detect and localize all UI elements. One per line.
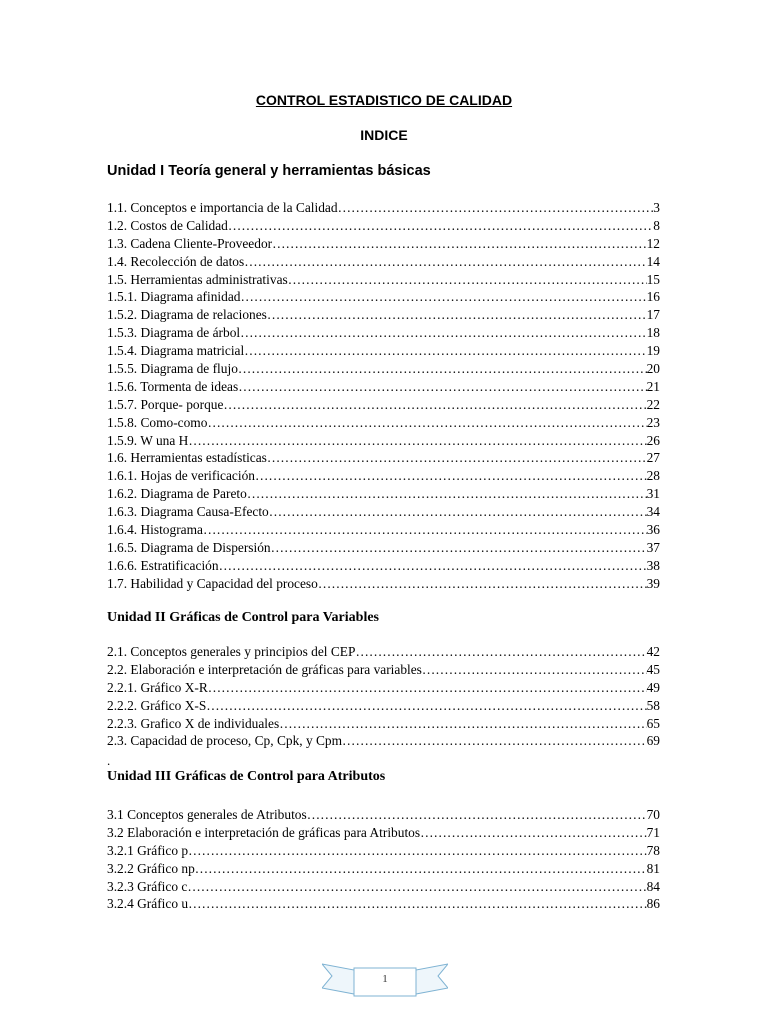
toc-entry xyxy=(107,414,660,432)
toc-entry-page: 34 xyxy=(646,504,660,520)
toc-entry-label: 1.5.7. Porque- porque xyxy=(107,396,224,412)
toc-entry-page: 3 xyxy=(653,200,660,215)
toc-entry-page: 78 xyxy=(646,842,660,858)
toc-leader-dots xyxy=(288,271,647,289)
toc-leader-dots xyxy=(188,432,646,450)
toc-entry-label: 2.2.2. Gráfico X-S xyxy=(107,697,207,713)
toc-entry-page: 18 xyxy=(646,325,660,341)
toc-entry-page: 69 xyxy=(646,733,660,749)
toc-entry-label: 3.1 Conceptos generales de Atributos xyxy=(107,807,307,822)
toc-leader-dots xyxy=(272,235,647,253)
toc-leader-dots xyxy=(195,860,647,878)
toc-leader-dots xyxy=(342,732,647,750)
toc-entry-label: 1.6.1. Hojas de verificación xyxy=(107,468,255,484)
toc-entry-page: 71 xyxy=(646,824,660,840)
toc-entry-page: 37 xyxy=(646,539,660,555)
toc-entry-page: 22 xyxy=(646,396,660,412)
toc-entry-label: 1.5.2. Diagrama de relaciones xyxy=(107,307,267,323)
stray-dot-mark: . xyxy=(107,753,111,768)
toc-leader-dots xyxy=(255,467,647,485)
toc-leader-dots xyxy=(267,449,647,467)
toc-entry-page: 36 xyxy=(646,522,660,538)
unit-1-toc xyxy=(107,199,660,593)
toc-entry xyxy=(107,396,660,414)
toc-entry-label: 1.4. Recolección de datos xyxy=(107,253,245,269)
toc-entry-label: 1.7. Habilidad y Capacidad del proceso xyxy=(107,575,318,591)
toc-entry xyxy=(107,521,660,539)
toc-entry-label: 1.6.2. Diagrama de Pareto xyxy=(107,486,247,502)
toc-leader-dots xyxy=(207,414,646,432)
toc-entry-label: 2.1. Conceptos generales y principios del CEP xyxy=(107,644,356,659)
toc-entry-label: 3.2.2 Gráfico np xyxy=(107,860,195,876)
toc-entry xyxy=(107,342,660,360)
toc-entry-label: 3.2.1 Gráfico p xyxy=(107,842,189,858)
index-heading: INDICE xyxy=(360,127,408,143)
toc-entry-page: 23 xyxy=(646,414,660,430)
toc-entry-page: 21 xyxy=(646,378,660,394)
toc-entry xyxy=(107,199,660,217)
toc-entry-label: 2.2.3. Grafico X de individuales xyxy=(107,715,280,731)
toc-entry-page: 49 xyxy=(646,679,660,695)
toc-entry-page: 26 xyxy=(646,432,660,448)
toc-entry-label: 1.3. Cadena Cliente-Proveedor xyxy=(107,235,273,251)
toc-entry-page: 86 xyxy=(646,896,660,912)
toc-leader-dots xyxy=(338,199,654,217)
toc-entry-page: 19 xyxy=(646,343,660,359)
toc-entry xyxy=(107,485,660,503)
toc-leader-dots xyxy=(244,342,646,360)
toc-entry-page: 81 xyxy=(646,860,660,876)
toc-entry-label: 1.6.5. Diagrama de Dispersión xyxy=(107,539,271,555)
toc-leader-dots xyxy=(228,217,653,235)
toc-entry xyxy=(107,378,660,396)
toc-entry-page: 84 xyxy=(646,878,660,894)
toc-entry xyxy=(107,842,660,860)
toc-leader-dots xyxy=(203,521,647,539)
toc-leader-dots xyxy=(271,539,647,557)
toc-leader-dots xyxy=(422,661,647,679)
toc-leader-dots xyxy=(208,679,647,697)
toc-entry-page: 12 xyxy=(646,235,660,251)
toc-entry xyxy=(107,895,660,913)
toc-leader-dots xyxy=(355,643,646,661)
toc-entry-label: 3.2.4 Gráfico u xyxy=(107,896,189,912)
toc-entry-label: 1.5.5. Diagrama de flujo xyxy=(107,361,238,377)
toc-entry-page: 45 xyxy=(646,661,660,677)
toc-entry xyxy=(107,253,660,271)
toc-entry xyxy=(107,557,660,575)
toc-entry xyxy=(107,732,660,750)
toc-entry xyxy=(107,324,660,342)
toc-leader-dots xyxy=(238,360,647,378)
toc-entry-page: 31 xyxy=(646,486,660,502)
toc-entry-label: 1.5. Herramientas administrativas xyxy=(107,271,288,287)
toc-entry xyxy=(107,432,660,450)
toc-entry-page: 8 xyxy=(653,217,660,233)
unit-3-toc xyxy=(107,806,660,913)
toc-entry-page: 65 xyxy=(646,715,660,731)
toc-entry xyxy=(107,824,660,842)
toc-entry-label: 2.2. Elaboración e interpretación de gráficas para variables xyxy=(107,661,422,677)
toc-entry xyxy=(107,878,660,896)
toc-leader-dots xyxy=(307,806,647,824)
toc-leader-dots xyxy=(269,503,647,521)
toc-entry xyxy=(107,860,660,878)
toc-leader-dots xyxy=(238,378,646,396)
toc-leader-dots xyxy=(188,842,647,860)
unit-2-heading: Unidad II Gráficas de Control para Variables xyxy=(107,610,379,625)
page-number: 1 xyxy=(382,973,388,985)
toc-entry xyxy=(107,679,660,697)
toc-entry-page: 16 xyxy=(646,289,660,305)
unit-1-heading: Unidad I Teoría general y herramientas básicas xyxy=(107,163,431,179)
toc-entry-page: 42 xyxy=(646,644,660,659)
toc-leader-dots xyxy=(318,575,647,593)
toc-entry-label: 1.6. Herramientas estadísticas xyxy=(107,450,267,466)
toc-leader-dots xyxy=(279,715,646,733)
toc-entry-label: 1.5.4. Diagrama matricial xyxy=(107,343,245,359)
toc-leader-dots xyxy=(206,697,646,715)
toc-entry xyxy=(107,449,660,467)
toc-entry-label: 1.2. Costos de Calidad xyxy=(107,217,228,233)
toc-entry-label: 3.2 Elaboración e interpretación de gráficas para Atributos xyxy=(107,824,421,840)
toc-entry xyxy=(107,271,660,289)
toc-leader-dots xyxy=(244,253,646,271)
toc-entry xyxy=(107,715,660,733)
toc-entry-page: 17 xyxy=(646,307,660,323)
toc-entry-label: 1.5.9. W una H xyxy=(107,432,189,448)
toc-entry-page: 58 xyxy=(646,697,660,713)
toc-entry xyxy=(107,661,660,679)
toc-entry-label: 1.5.1. Diagrama afinidad xyxy=(107,289,241,305)
toc-entry xyxy=(107,360,660,378)
toc-entry-label: 2.2.1. Gráfico X-R xyxy=(107,679,208,695)
toc-entry-page: 39 xyxy=(646,575,660,591)
toc-entry-label: 2.3. Capacidad de proceso, Cp, Cpk, y Cpm xyxy=(107,733,343,749)
toc-entry xyxy=(107,306,660,324)
toc-entry xyxy=(107,288,660,306)
toc-entry xyxy=(107,697,660,715)
toc-entry-page: 28 xyxy=(646,468,660,484)
toc-entry xyxy=(107,217,660,235)
toc-leader-dots xyxy=(188,895,647,913)
toc-entry-label: 1.6.6. Estratificación xyxy=(107,557,219,573)
toc-entry-label: 1.6.3. Diagrama Causa-Efecto xyxy=(107,504,269,520)
toc-entry-page: 14 xyxy=(646,253,660,269)
toc-entry xyxy=(107,503,660,521)
toc-entry xyxy=(107,806,660,824)
toc-entry xyxy=(107,235,660,253)
toc-entry-page: 20 xyxy=(646,361,660,377)
toc-leader-dots xyxy=(241,288,647,306)
toc-entry-label: 1.5.3. Diagrama de árbol xyxy=(107,325,241,341)
toc-leader-dots xyxy=(267,306,647,324)
toc-entry-page: 70 xyxy=(646,807,660,822)
toc-leader-dots xyxy=(219,557,647,575)
toc-entry xyxy=(107,467,660,485)
unit-3-heading: Unidad III Gráficas de Control para Atributos xyxy=(107,769,386,784)
toc-entry xyxy=(107,643,660,661)
toc-leader-dots xyxy=(240,324,646,342)
toc-entry xyxy=(107,575,660,593)
document-title-text: CONTROL ESTADISTICO DE CALIDAD xyxy=(255,92,513,108)
toc-entry-label: 3.2.3 Gráfico c xyxy=(107,878,188,894)
toc-entry-page: 38 xyxy=(646,557,660,573)
toc-entry-page: 27 xyxy=(646,450,660,466)
toc-entry-page: 15 xyxy=(646,271,660,287)
toc-leader-dots xyxy=(223,396,646,414)
toc-entry-label: 1.1. Conceptos e importancia de la Calidad xyxy=(107,200,338,215)
toc-leader-dots xyxy=(187,878,646,896)
toc-leader-dots xyxy=(420,824,647,842)
page-footer-ribbon xyxy=(322,960,448,1000)
toc-entry-label: 1.5.8. Como-como xyxy=(107,414,208,430)
toc-entry-label: 1.5.6. Tormenta de ideas xyxy=(107,378,239,394)
toc-entry-label: 1.6.4. Histograma xyxy=(107,522,203,538)
document-title xyxy=(0,92,768,108)
unit-2-toc xyxy=(107,643,660,750)
toc-entry xyxy=(107,539,660,557)
toc-leader-dots xyxy=(247,485,647,503)
